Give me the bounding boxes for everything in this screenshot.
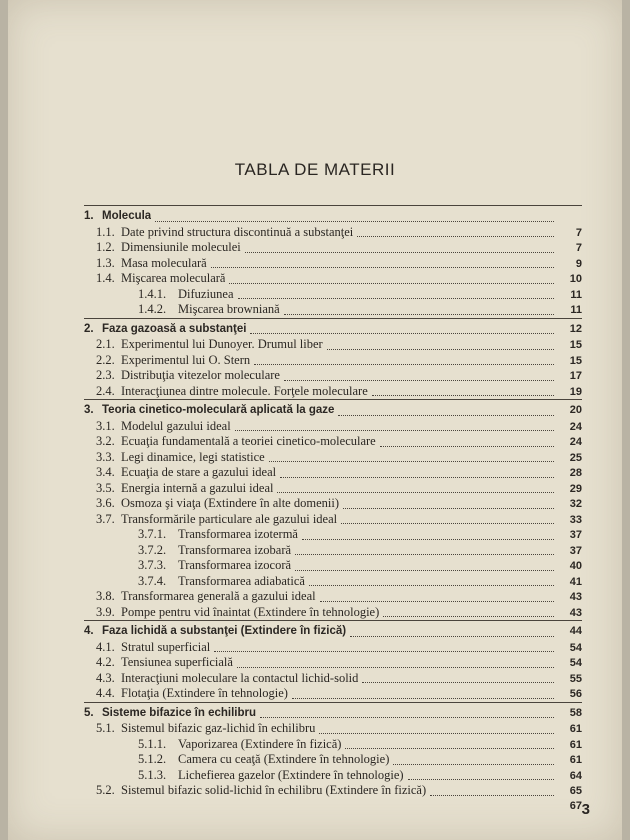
dot-leader (320, 592, 554, 602)
entry-title: Stratul superficial (121, 639, 211, 654)
book-page (8, 0, 622, 840)
dot-leader (345, 739, 554, 749)
entry-number: 4.3. (96, 670, 115, 685)
entry-page-number: 61 (569, 723, 582, 735)
section-entry (84, 605, 582, 621)
entry-title: Experimentul lui O. Stern (121, 352, 251, 367)
entry-number: 5. (84, 706, 94, 719)
trailing-page-row (84, 799, 582, 815)
toc-section (84, 702, 582, 799)
dot-leader (372, 386, 554, 396)
entry-page-number: 19 (569, 385, 582, 398)
entry-page-number: 15 (569, 354, 582, 367)
entry-title: Interacţiunea dintre molecule. Forţele moleculare (121, 383, 368, 398)
entry-number: 1.3. (96, 255, 115, 270)
entry-page-number: 17 (569, 370, 582, 382)
entry-title: Flotaţia (Extindere în tehnologie) (121, 686, 288, 700)
dot-leader (214, 642, 554, 652)
dot-leader (380, 437, 554, 447)
section-entry (84, 337, 582, 353)
entry-number: 2. (84, 322, 94, 335)
dot-leader (430, 786, 554, 796)
dot-leader (302, 530, 554, 540)
entry-title: Faza gazoasă a substanţei (102, 322, 247, 335)
section-entry (84, 686, 582, 702)
entry-page-number: 9 (575, 257, 582, 270)
entry-number: 5.1.2. (138, 752, 167, 766)
entry-page-number: 7 (575, 242, 582, 254)
chapter-entry (84, 403, 582, 419)
entry-title: Dimensiunile moleculei (121, 240, 241, 254)
entry-title: Transformarea generală a gazului ideal (121, 589, 316, 603)
entry-number: 3.7. (96, 511, 115, 526)
entry-number: 4.1. (96, 639, 115, 654)
entry-title: Pompe pentru vid înaintat (Extindere în tehnologie) (121, 604, 380, 619)
dot-leader (327, 340, 554, 350)
entry-title: Legi dinamice, legi statistice (121, 449, 265, 464)
subsection-entry (84, 527, 582, 543)
entry-number: 3.7.1. (138, 527, 167, 541)
dot-leader (277, 483, 554, 493)
entry-page-number: 37 (569, 529, 582, 541)
entry-title: Camera cu ceaţă (Extindere în tehnologie) (178, 752, 390, 766)
dot-leader (235, 421, 554, 431)
section-entry (84, 256, 582, 272)
entry-number: 3.1. (96, 418, 115, 433)
dot-leader (350, 627, 554, 637)
entry-title: Modelul gazului ideal (121, 418, 231, 433)
section-entry (84, 640, 582, 656)
entry-number: 1.4.1. (138, 286, 167, 301)
section-entry (84, 225, 582, 241)
chapter-entry (84, 209, 582, 225)
dot-leader (254, 355, 554, 365)
entry-page-number: 54 (569, 657, 582, 669)
entry-number: 3.8. (96, 589, 115, 603)
entry-page-number: 24 (569, 436, 582, 448)
entry-title: Transformarea izocoră (178, 558, 292, 572)
entry-page-number: 61 (569, 754, 582, 766)
entry-title: Osmoza şi viaţa (Extindere în alte domenii) (121, 496, 339, 510)
entry-page-number: 55 (569, 672, 582, 685)
chapter-entry (84, 624, 582, 640)
section-entry (84, 465, 582, 481)
section-entry (84, 271, 582, 287)
entry-title: Sisteme bifazice în echilibru (102, 706, 257, 719)
entry-number: 5.1. (96, 721, 115, 735)
entry-number: 3.4. (96, 465, 115, 479)
subsection-entry (84, 302, 582, 318)
entry-title: Mişcarea browniană (178, 302, 280, 316)
entry-number: 2.1. (96, 337, 115, 351)
dot-leader (245, 243, 554, 253)
section-entry (84, 353, 582, 369)
entry-title: Sistemul bifazic solid-lichid în echilibru (Extindere în fizică) (121, 783, 427, 797)
dot-leader (284, 371, 554, 381)
dot-leader (309, 576, 554, 586)
dot-leader (295, 561, 554, 571)
section-entry (84, 419, 582, 435)
entry-number: 4.4. (96, 686, 115, 700)
dot-leader (155, 212, 554, 222)
subsection-entry (84, 737, 582, 753)
entry-number: 3.9. (96, 604, 115, 619)
toc-section (84, 620, 582, 702)
entry-number: 5.2. (96, 783, 115, 797)
entry-number: 2.4. (96, 383, 115, 398)
entry-title: Sistemul bifazic gaz-lichid în echilibru (121, 721, 316, 735)
section-entry (84, 721, 582, 737)
entry-page-number: 32 (569, 498, 582, 510)
entry-title: Interacţiuni moleculare la contactul lichid-solid (121, 670, 359, 685)
toc-section (84, 205, 582, 318)
entry-page-number: 54 (569, 641, 582, 654)
entry-page-number: 12 (569, 322, 582, 335)
entry-page-number: 29 (569, 482, 582, 495)
section-entry (84, 655, 582, 671)
entry-page-number: 41 (569, 575, 582, 588)
dot-leader (343, 499, 554, 509)
section-entry (84, 384, 582, 400)
dot-leader (408, 770, 554, 780)
entry-title: Transformarea izobară (178, 542, 292, 557)
entry-title: Distribuţia vitezelor moleculare (121, 368, 280, 382)
entry-page-number: 67 (569, 799, 582, 812)
entry-number: 3.3. (96, 449, 115, 464)
entry-page-number: 61 (569, 738, 582, 751)
section-entry (84, 240, 582, 256)
entry-page-number: 43 (569, 591, 582, 603)
section-entry (84, 496, 582, 512)
entry-title: Mişcarea moleculară (121, 271, 226, 285)
entry-number: 1.4. (96, 271, 115, 285)
entry-number: 3.5. (96, 480, 115, 495)
entry-title: Difuziunea (178, 286, 234, 301)
dot-leader (250, 324, 554, 334)
entry-page-number: 24 (569, 420, 582, 433)
subsection-entry (84, 543, 582, 559)
entry-number: 3.7.2. (138, 542, 167, 557)
section-entry (84, 783, 582, 799)
entry-page-number: 58 (569, 706, 582, 719)
entry-page-number: 11 (570, 288, 582, 301)
entry-title: Tensiunea superficială (121, 655, 233, 669)
subsection-entry (84, 287, 582, 303)
dot-leader (383, 607, 554, 617)
dot-leader (357, 227, 554, 237)
entry-page-number: 20 (569, 404, 582, 416)
entry-title: Molecula (102, 210, 152, 222)
dot-leader (260, 708, 554, 718)
entry-page-number: 40 (569, 560, 582, 572)
section-entry (84, 368, 582, 384)
entry-page-number: 44 (569, 625, 582, 637)
section-entry (84, 512, 582, 528)
entry-page-number: 28 (569, 467, 582, 479)
entry-number: 1.2. (96, 240, 115, 254)
entry-number: 4.2. (96, 655, 115, 669)
entry-title: Energia internă a gazului ideal (121, 480, 274, 495)
entry-title: Ecuaţia de stare a gazului ideal (121, 465, 277, 479)
entry-number: 3.6. (96, 496, 115, 510)
entry-page-number: 37 (569, 544, 582, 557)
dot-leader (295, 545, 554, 555)
dot-leader (284, 305, 554, 315)
entry-number: 5.1.3. (138, 767, 167, 782)
dot-leader (211, 258, 554, 268)
dot-leader (341, 514, 554, 524)
entry-page-number: 65 (569, 785, 582, 797)
entry-page-number: 43 (569, 606, 582, 619)
entry-title: Faza lichidă a substanţei (Extindere în fizică) (102, 625, 347, 637)
dot-leader (280, 468, 554, 478)
entry-title: Experimentul lui Dunoyer. Drumul liber (121, 337, 323, 351)
entry-page-number: 15 (569, 339, 582, 351)
toc-section (84, 399, 582, 620)
entry-number: 1. (84, 210, 94, 222)
entry-page-number: 33 (569, 513, 582, 526)
dot-leader (319, 724, 554, 734)
section-entry (84, 434, 582, 450)
dot-leader (229, 274, 554, 284)
entry-page-number: 11 (570, 304, 582, 316)
dot-leader (393, 755, 554, 765)
entry-number: 1.1. (96, 224, 115, 239)
dot-leader (292, 689, 554, 699)
dot-leader (362, 673, 554, 683)
entry-number: 2.2. (96, 352, 115, 367)
entry-title: Teoria cinetico-moleculară aplicată la gaze (102, 404, 335, 416)
dot-leader (338, 406, 554, 416)
entry-title: Transformarea izotermă (178, 527, 298, 541)
dot-leader (269, 452, 554, 462)
entry-number: 3.2. (96, 434, 115, 448)
entry-title: Transformarea adiabatică (178, 573, 305, 588)
entry-number: 3. (84, 404, 94, 416)
entry-number: 3.7.4. (138, 573, 167, 588)
dot-leader (237, 658, 554, 668)
section-entry (84, 589, 582, 605)
entry-title: Masa moleculară (121, 255, 207, 270)
entry-page-number: 7 (575, 226, 582, 239)
table-of-contents (84, 205, 582, 814)
section-entry (84, 671, 582, 687)
entry-page-number: 56 (569, 688, 582, 700)
entry-number: 4. (84, 625, 94, 637)
subsection-entry (84, 574, 582, 590)
toc-section (84, 318, 582, 400)
subsection-entry (84, 768, 582, 784)
entry-number: 2.3. (96, 368, 115, 382)
subsection-entry (84, 752, 582, 768)
entry-title: Ecuaţia fundamentală a teoriei cinetico-moleculare (121, 434, 376, 448)
chapter-entry (84, 706, 582, 722)
entry-title: Date privind structura discontinuă a substanţei (121, 224, 354, 239)
entry-page-number: 25 (569, 451, 582, 464)
page-number: 3 (581, 801, 590, 818)
page-title: TABLA DE MATERII (234, 160, 396, 179)
entry-number: 1.4.2. (138, 302, 167, 316)
entry-page-number: 64 (569, 769, 582, 782)
section-entry (84, 450, 582, 466)
entry-number: 5.1.1. (138, 736, 167, 751)
dot-leader (238, 289, 554, 299)
chapter-entry (84, 322, 582, 338)
entry-page-number: 10 (569, 273, 582, 285)
entry-title: Transformările particulare ale gazului ideal (121, 511, 338, 526)
section-entry (84, 481, 582, 497)
subsection-entry (84, 558, 582, 574)
entry-number: 3.7.3. (138, 558, 167, 572)
entry-title: Lichefierea gazelor (Extindere în tehnologie) (178, 767, 404, 782)
entry-title: Vaporizarea (Extindere în fizică) (178, 736, 342, 751)
